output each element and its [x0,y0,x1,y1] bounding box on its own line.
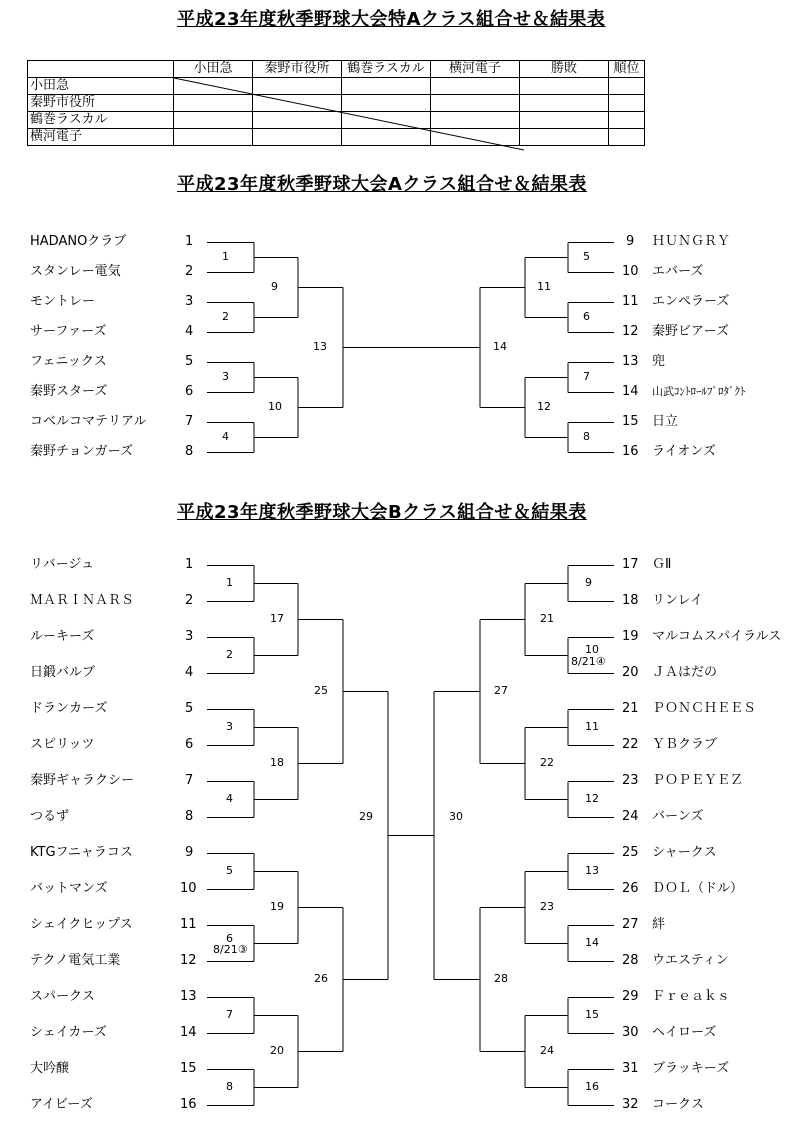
team-name: 絆 [652,917,666,932]
team-seed: 9 [185,845,194,860]
team-name: ウエスティン [652,953,729,968]
team-name: ＨＵＮＧＲＹ [652,234,731,249]
match-number: 18 [270,756,284,769]
row-team-cell: 横河電子 [28,129,174,146]
match-number: 26 [314,972,328,985]
match-number: 30 [449,810,463,823]
team-seed: 32 [622,1097,639,1112]
team-seed: 18 [622,593,639,608]
team-seed: 22 [622,737,639,752]
team-seed: 8 [185,809,194,824]
special-a-class-title: 平成23年度秋季野球大会特Aクラス組合せ＆結果表 [177,9,606,30]
row-team-cell: 小田急 [28,78,174,95]
match-number: 4 [222,430,229,443]
team-seed: 3 [185,629,194,644]
header-cell: 鶴巻ラスカル [342,61,431,78]
match-number: 2 [226,648,233,661]
team-name: リンレイ [652,593,704,608]
team-name: ルーキーズ [30,629,95,644]
match-number: 22 [540,756,554,769]
match-number: 21 [540,612,554,625]
team-seed: 16 [180,1097,197,1112]
team-seed: 10 [180,881,197,896]
match-number: 1 [222,250,229,263]
match-number: 17 [270,612,284,625]
a-class-title: 平成23年度秋季野球大会Aクラス組合せ＆結果表 [177,174,587,195]
match-number: 16 [585,1080,599,1093]
team-name: マルコムスパイラルス [652,629,782,644]
team-name: 秦野ギャラクシー [30,773,135,788]
team-seed: 30 [622,1025,639,1040]
match-number: 2 [222,310,229,323]
row-team-cell: 鶴巻ラスカル [28,112,174,129]
team-name: ＤＯＬ（ドル） [652,881,744,896]
team-name: 兜 [652,354,666,369]
b-class-title: 平成23年度秋季野球大会Bクラス組合せ＆結果表 [177,502,587,523]
team-seed: 5 [185,354,194,369]
match-number: 11 [537,280,551,293]
match-number: 4 [226,792,233,805]
match-number: 14 [585,936,599,949]
row-team-cell: 秦野市役所 [28,95,174,112]
team-name: シェイクヒップス [30,917,133,932]
team-seed: 15 [180,1061,197,1076]
team-name: 日鍛バルブ [30,665,96,680]
team-seed: 13 [622,354,639,369]
match-number: 24 [540,1044,554,1057]
team-name: HADANOクラブ [30,234,127,249]
team-name: バーンズ [652,809,704,824]
team-seed: 15 [622,414,639,429]
team-seed: 7 [185,414,194,429]
match-number: 8 [226,1080,233,1093]
team-name: ヘイローズ [652,1025,717,1040]
header-cell: 小田急 [174,61,253,78]
match-number: 13 [585,864,599,877]
team-seed: 25 [622,845,639,860]
team-seed: 6 [185,384,194,399]
match-number: 19 [270,900,284,913]
match-number: 29 [359,810,373,823]
team-seed: 11 [622,294,639,309]
match-number: 1 [226,576,233,589]
match-number: 9 [271,280,278,293]
match-number: 27 [494,684,508,697]
team-seed: 16 [622,444,639,459]
team-name: ライオンズ [652,444,716,459]
header-cell: 順位 [609,61,645,78]
team-name: エバーズ [652,264,704,279]
match-number: 12 [585,792,599,805]
team-seed: 4 [185,665,194,680]
match-number: 15 [585,1008,599,1021]
match-number: 7 [226,1008,233,1021]
match-number: 7 [583,370,590,383]
team-name: コベルコマテリアル [30,414,147,429]
team-name: サーファーズ [30,324,107,339]
match-number: 10 [268,400,282,413]
team-name: スタンレー電気 [30,264,121,279]
team-seed: 28 [622,953,639,968]
team-name: シェイカーズ [30,1025,107,1040]
match-number: 10 [585,643,599,656]
team-name: テクノ電気工業 [30,953,121,968]
team-seed: 14 [180,1025,197,1040]
match-number: 11 [585,720,599,733]
header-cell: 横河電子 [431,61,520,78]
team-name: ＭＡＲＩＮＡＲＳ [30,593,135,608]
team-seed: 27 [622,917,639,932]
match-number: 14 [493,340,507,353]
team-seed: 4 [185,324,194,339]
match-number: 8 [583,430,590,443]
match-number: 5 [226,864,233,877]
team-name: 秦野ビアーズ [652,324,729,339]
team-name: シャークス [652,845,717,860]
team-seed: 19 [622,629,639,644]
team-seed: 13 [180,989,197,1004]
team-seed: 21 [622,701,639,716]
team-seed: 2 [185,264,194,279]
team-name: Ｆｒｅａｋｓ [652,989,731,1004]
team-seed: 23 [622,773,639,788]
match-number: 6 [583,310,590,323]
match-number: 6 [226,932,233,945]
team-name: アイビーズ [30,1097,93,1112]
team-name: KTGフニャラコス [30,845,133,860]
match-number: 13 [313,340,327,353]
team-name: 日立 [652,414,679,429]
team-seed: 9 [626,234,635,249]
team-seed: 12 [180,953,197,968]
match-number: 5 [583,250,590,263]
team-seed: 11 [180,917,197,932]
team-name: 秦野チョンガーズ [30,444,133,459]
team-name: リバージュ [30,557,95,572]
team-name: ブラッキーズ [652,1061,730,1076]
team-name: スパークス [30,989,95,1004]
team-name: 山武ｺﾝﾄﾛｰﾙﾌﾟﾛﾀﾞｸﾄ [652,385,746,398]
team-seed: 26 [622,881,639,896]
match-number: 28 [494,972,508,985]
team-seed: 8 [185,444,194,459]
match-number: 3 [222,370,229,383]
header-cell: 勝敗 [520,61,609,78]
team-seed: 17 [622,557,639,572]
match-number: 25 [314,684,328,697]
team-seed: 20 [622,665,639,680]
team-seed: 14 [622,384,639,399]
match-date-note: 8/21③ [213,943,248,956]
team-name: ＪＡはだの [652,665,718,680]
team-name: スピリッツ [30,737,95,752]
team-seed: 31 [622,1061,639,1076]
match-number: 23 [540,900,554,913]
match-number: 20 [270,1044,284,1057]
team-name: ＰＯＰＥＹＥＺ [652,773,744,788]
team-name: ＹＢクラブ [652,737,718,752]
match-date-note: 8/21④ [571,655,606,668]
team-seed: 6 [185,737,194,752]
match-number: 12 [537,400,551,413]
team-name: エンペラーズ [652,294,730,309]
team-seed: 3 [185,294,194,309]
team-name: ＰＯＮＣＨＥＥＳ [652,701,757,716]
team-name: 大吟醸 [30,1061,70,1076]
team-seed: 2 [185,593,194,608]
team-name: モントレー [30,294,96,309]
team-name: バットマンズ [30,881,108,896]
header-cell: 秦野市役所 [253,61,342,78]
team-name: 秦野スターズ [30,384,108,399]
team-seed: 7 [185,773,194,788]
team-seed: 10 [622,264,639,279]
team-seed: 12 [622,324,639,339]
match-number: 3 [226,720,233,733]
team-name: ＧⅡ [652,557,672,572]
team-seed: 29 [622,989,639,1004]
team-name: ドランカーズ [30,701,108,716]
team-seed: 1 [185,234,194,249]
team-name: つるず [30,809,70,824]
team-seed: 24 [622,809,639,824]
match-number: 9 [585,576,592,589]
team-name: フェニックス [30,354,107,369]
team-seed: 5 [185,701,194,716]
team-seed: 1 [185,557,194,572]
team-name: コークス [652,1097,704,1112]
